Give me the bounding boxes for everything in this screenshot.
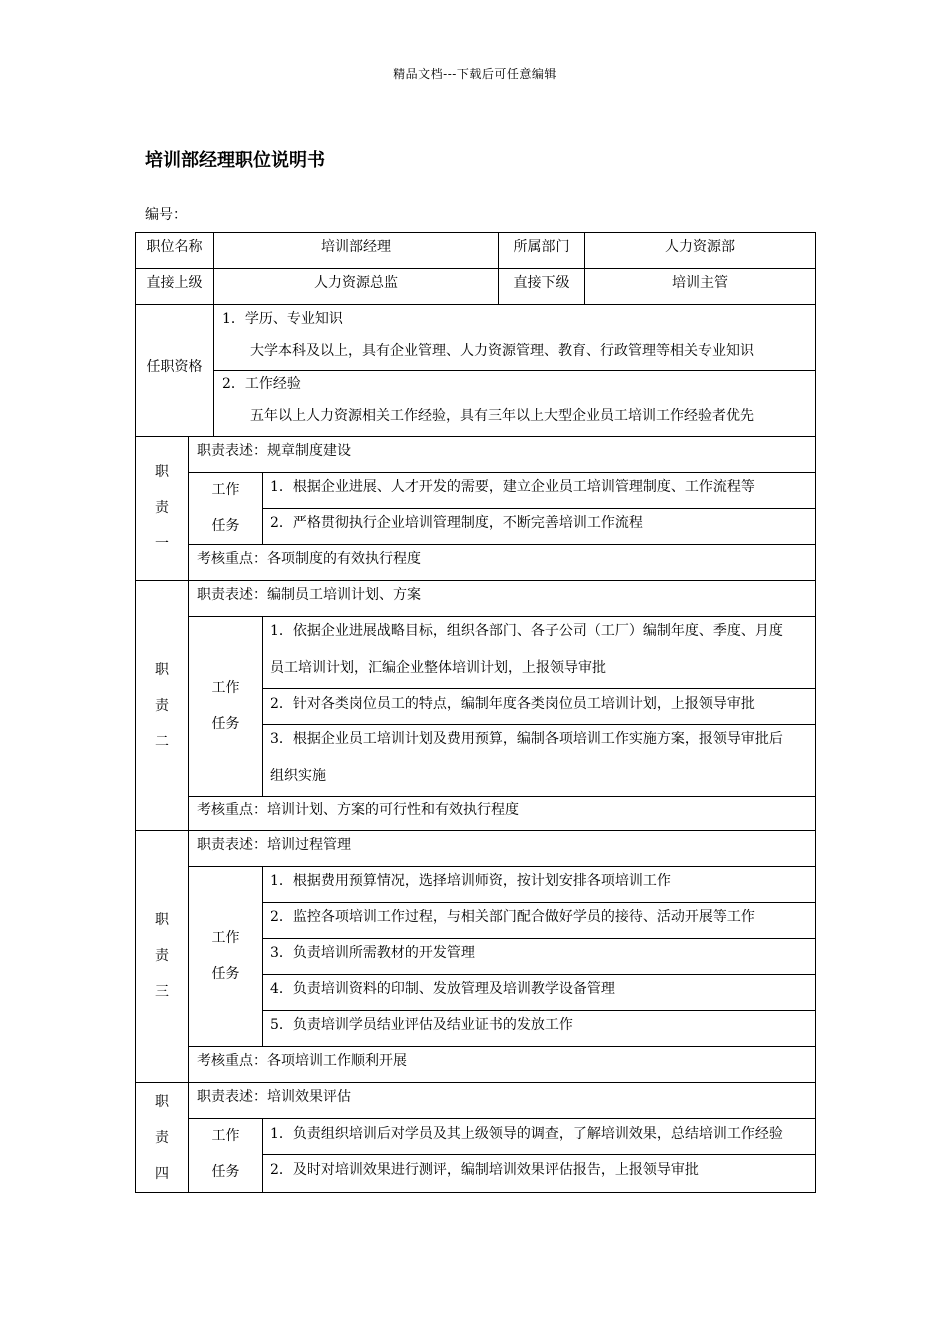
work-task-label [189, 920, 262, 992]
direct-superior-value: 人力资源总监 [314, 275, 398, 291]
direct-subordinate-value: 培训主管 [672, 275, 728, 291]
qualification-label: 任职资格 [146, 359, 203, 375]
row-divider [188, 472, 816, 473]
row-divider [188, 544, 816, 545]
duty-description: 职责表述：培训过程管理 [197, 837, 351, 853]
task-item: 1．负责组织培训后对学员及其上级领导的调查，了解培训效果，总结培训工作经验 [270, 1126, 783, 1142]
duty-label-char: 责 [155, 1130, 169, 1146]
row-divider [135, 1082, 816, 1083]
qualification-item-text: 五年以上人力资源相关工作经验，具有三年以上大型企业员工培训工作经验者优先 [250, 408, 754, 424]
duty-label-char: 职 [155, 662, 169, 678]
work-task-label-line: 任务 [211, 1164, 240, 1180]
duty-description: 职责表述：培训效果评估 [197, 1089, 351, 1105]
row-divider [188, 796, 816, 797]
work-task-label [189, 472, 262, 544]
row-divider [135, 436, 816, 437]
duty-label-char: 责 [155, 500, 169, 516]
row-divider [135, 580, 816, 581]
qualification-item-title: 1．学历、专业知识 [222, 311, 343, 327]
task-item: 2．及时对培训效果进行测评，编制培训效果评估报告，上报领导审批 [270, 1162, 699, 1178]
assessment-focus: 考核重点：各项制度的有效执行程度 [197, 551, 421, 567]
work-task-label-line: 工作 [211, 482, 240, 498]
duty-label [136, 902, 188, 1010]
task-item: 2．严格贯彻执行企业培训管理制度，不断完善培训工作流程 [270, 515, 643, 531]
row-divider [262, 508, 816, 509]
work-task-label [189, 1118, 262, 1190]
task-item: 4．负责培训资料的印制、发放管理及培训教学设备管理 [270, 981, 615, 997]
department-label: 所属部门 [513, 239, 570, 255]
work-task-label-line: 任务 [211, 966, 240, 982]
row-divider [188, 616, 816, 617]
row-divider [262, 724, 816, 725]
row-divider [262, 938, 816, 939]
task-item: 5．负责培训学员结业评估及结业证书的发放工作 [270, 1017, 573, 1033]
col-divider [262, 866, 263, 1046]
task-item: 2．针对各类岗位员工的特点，编制年度各类岗位员工培训计划，上报领导审批 [270, 696, 755, 712]
col-divider [262, 1118, 263, 1193]
duty-label [136, 454, 188, 562]
row-divider [188, 1118, 816, 1119]
header-note: 精品文档---下载后可任意编辑 [393, 67, 557, 81]
col-divider [262, 616, 263, 796]
document-number-label: 编号： [145, 207, 187, 223]
row-divider [262, 1010, 816, 1011]
position-name-label: 职位名称 [146, 239, 203, 255]
assessment-focus: 考核重点：培训计划、方案的可行性和有效执行程度 [197, 802, 519, 818]
row-divider [135, 830, 816, 831]
duty-label-char: 职 [155, 464, 169, 480]
row-divider [262, 1154, 816, 1155]
col-divider [188, 436, 189, 1193]
direct-subordinate-label: 直接下级 [513, 275, 570, 291]
task-item: 3．负责培训所需教材的开发管理 [270, 945, 475, 961]
duty-label-char: 职 [155, 912, 169, 928]
row-divider [262, 902, 816, 903]
col-divider [262, 472, 263, 544]
duty-label-char: 二 [155, 734, 169, 750]
task-item: 1．依据企业进展战略目标，组织各部门、各子公司（工厂）编制年度、季度、月度 [270, 623, 783, 639]
task-item: 3．根据企业员工培训计划及费用预算，编制各项培训工作实施方案，报领导审批后 [270, 731, 783, 747]
duty-description: 职责表述：编制员工培训计划、方案 [197, 587, 421, 603]
row-divider [213, 370, 816, 371]
work-task-label-line: 任务 [211, 716, 240, 732]
duty-label-char: 四 [155, 1166, 169, 1182]
task-item: 员工培训计划，汇编企业整体培训计划，上报领导审批 [270, 660, 606, 676]
row-divider [135, 268, 816, 269]
table-border-right [815, 232, 816, 1193]
duty-label-char: 责 [155, 698, 169, 714]
work-task-label-line: 工作 [211, 930, 240, 946]
direct-superior-label: 直接上级 [146, 275, 203, 291]
duty-label [136, 1084, 188, 1192]
task-item: 1．根据费用预算情况，选择培训师资，按计划安排各项培训工作 [270, 873, 671, 889]
duty-label-char: 责 [155, 948, 169, 964]
table-border-bottom [135, 1192, 816, 1193]
row-divider [188, 866, 816, 867]
work-task-label-line: 工作 [211, 1128, 240, 1144]
task-item: 组织实施 [270, 768, 326, 784]
task-item: 2．监控各项培训工作过程，与相关部门配合做好学员的接待、活动开展等工作 [270, 909, 755, 925]
qualification-item-text: 大学本科及以上，具有企业管理、人力资源管理、教育、行政管理等相关专业知识 [250, 343, 754, 359]
work-task-label [189, 670, 262, 742]
work-task-label-line: 工作 [211, 680, 240, 696]
duty-label-char: 一 [155, 536, 169, 552]
duty-description: 职责表述：规章制度建设 [197, 443, 351, 459]
row-divider [135, 304, 816, 305]
position-name-value: 培训部经理 [321, 239, 391, 255]
page-title: 培训部经理职位说明书 [145, 150, 325, 171]
work-task-label-line: 任务 [211, 518, 240, 534]
row-divider [262, 974, 816, 975]
col-divider [213, 232, 214, 437]
qualification-item-title: 2．工作经验 [222, 376, 301, 392]
task-item: 1．根据企业进展、人才开发的需要，建立企业员工培训管理制度、工作流程等 [270, 479, 755, 495]
row-divider [188, 1046, 816, 1047]
department-value: 人力资源部 [665, 239, 735, 255]
duty-label-char: 三 [155, 984, 169, 1000]
duty-label [136, 652, 188, 760]
row-divider [262, 688, 816, 689]
duty-label-char: 职 [155, 1094, 169, 1110]
table-border-top [135, 232, 816, 233]
assessment-focus: 考核重点：各项培训工作顺利开展 [197, 1053, 407, 1069]
